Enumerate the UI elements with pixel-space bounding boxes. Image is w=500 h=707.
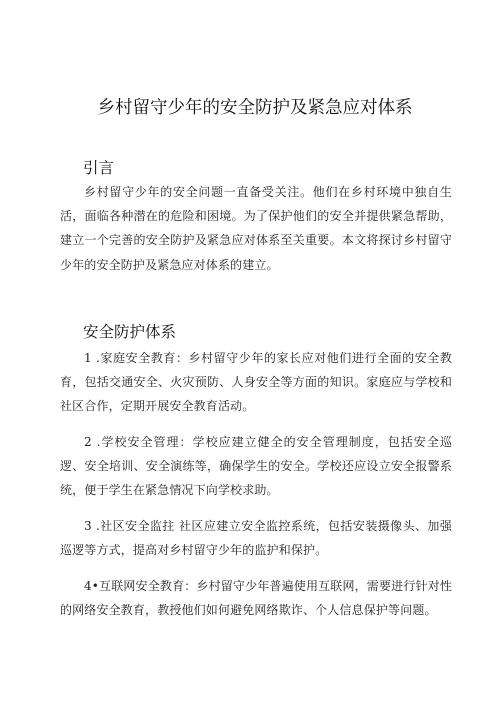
section-heading-intro: 引言 (83, 159, 115, 177)
safety-item-community-monitoring: 3 .社区安全监拄 社区应建立安全监控系统，包括安装摄像头、加强巡逻等方式，提高对乡村留守少年的监护和保护。 (60, 519, 452, 558)
safety-item-family-education: 1 .家庭安全教育：乡村留守少年的家长应对他们进行全面的安全教育，包括交通安全、火灾预防、人身安全等方面的知识。家庭应与学校和社区合作，定期开展安全教育活动。 (60, 351, 452, 414)
document-title: 乡村留守少年的安全防护及紧急应对体系 (97, 98, 413, 118)
intro-paragraph: 乡村留守少年的安全问题一直备受关注。他们在乡村环境中独自生活，面临各种潜在的危险和困境。为了保护他们的安全并提供紧急帮助，建立一个完善的安全防护及紧急应对体系至关重要。本文将探讨乡村留守少年的安全防护及紧急应对体系的建立。 (60, 185, 452, 272)
safety-item-internet-education: 4•互联网安全教育：乡村留守少年普遍使用互联网，需要进行针对性的网络安全教育，教授他们如何避免网络欺诈、个人信息保护等问题。 (60, 579, 452, 618)
safety-item-school-management: 2 .学校安全管理：学校应建立健全的安全管理制度，包括安全巡逻、安全培训、安全演练等，确保学生的安全。学校还应设立安全报警系统，便于学生在紧急情况下向学校求助。 (60, 435, 452, 498)
section-heading-safety-system: 安全防护体系 (83, 323, 177, 341)
